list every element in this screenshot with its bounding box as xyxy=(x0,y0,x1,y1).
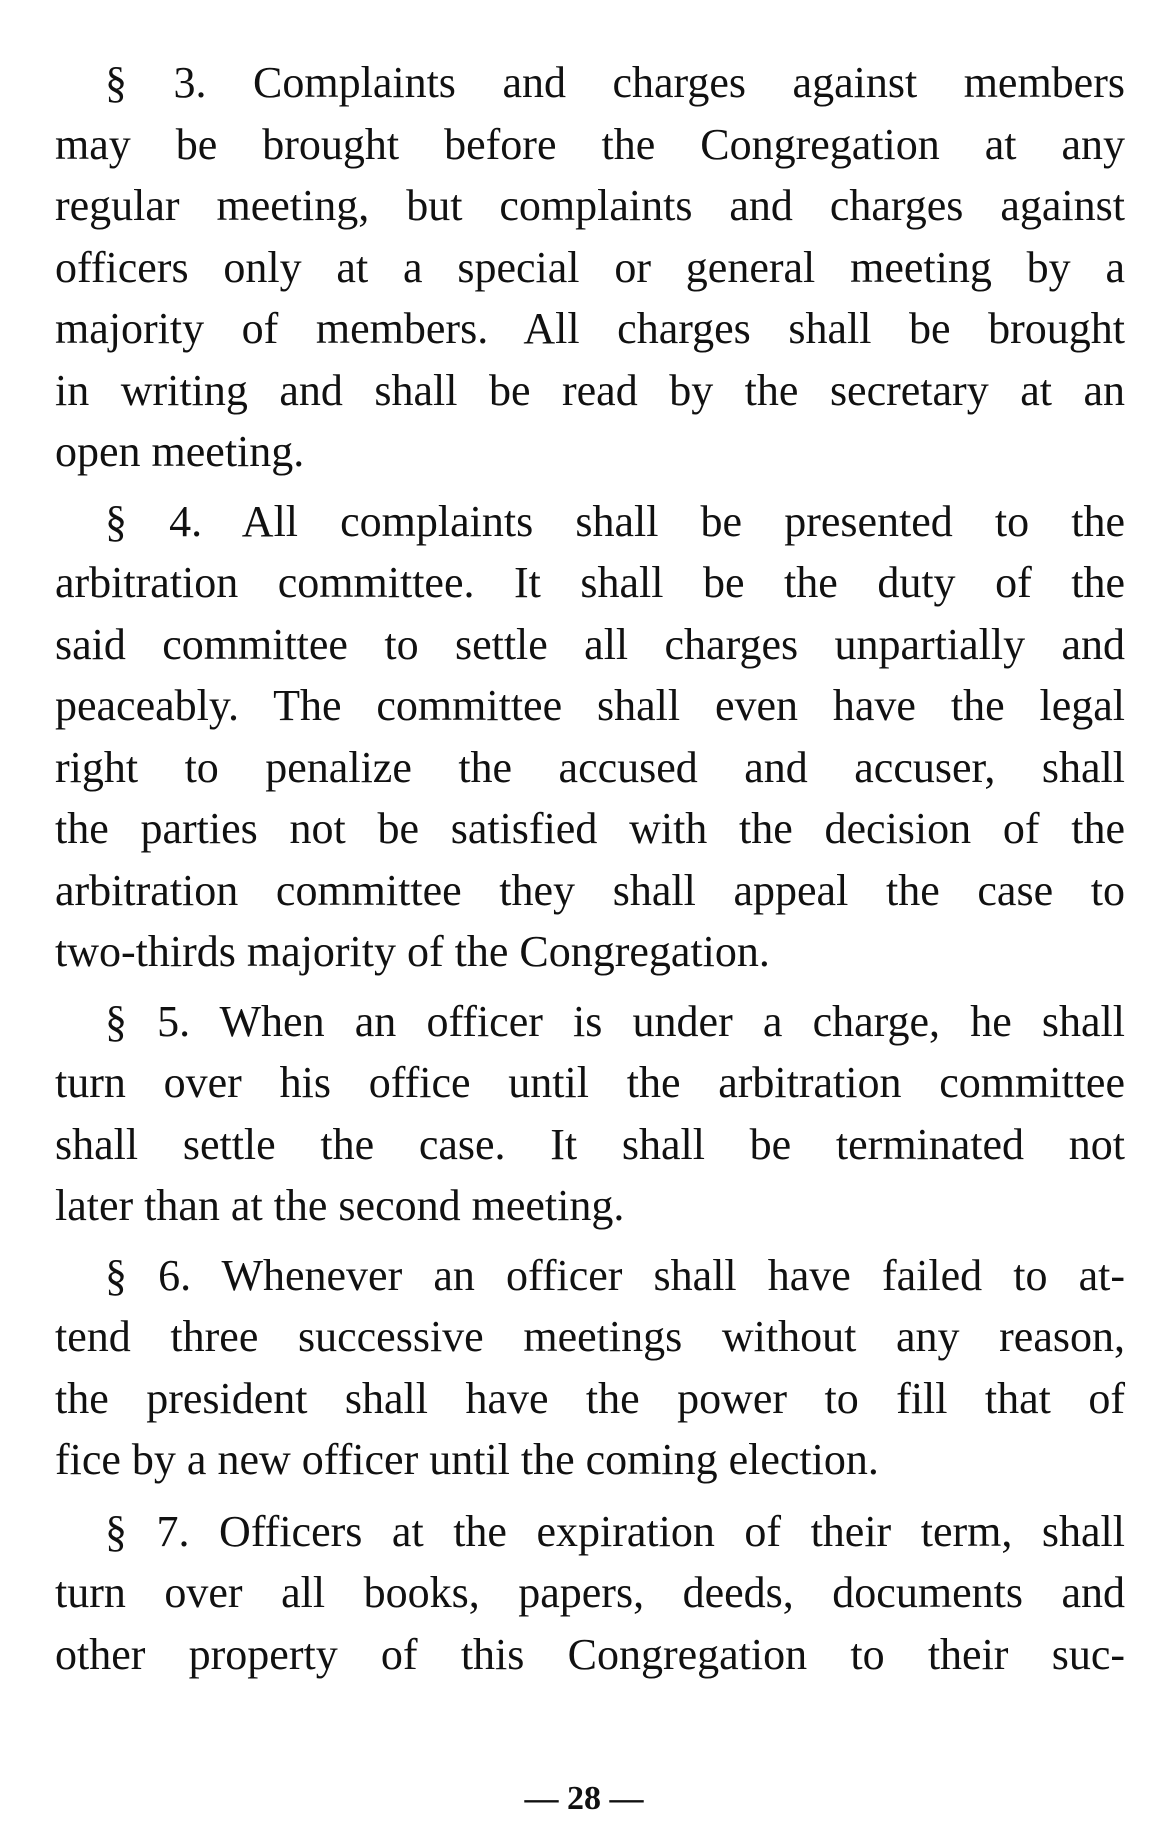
text-line: arbitration committee they shall appeal the case to xyxy=(55,865,1125,915)
text-line: § 5. When an officer is under a charge, he shall xyxy=(105,996,1125,1046)
text-line: § 7. Officers at the expiration of their term, shall xyxy=(105,1506,1125,1556)
text-line: regular meeting, but complaints and charges against xyxy=(55,181,1125,230)
paragraph-section-6 xyxy=(55,1245,1125,1491)
text-line: § 4. All complaints shall be presented to the xyxy=(105,496,1125,546)
text-line: tend three successive meetings without any reason, xyxy=(55,1312,1125,1361)
text-line: later than at the second meeting. xyxy=(55,1181,625,1230)
text-line: open meeting. xyxy=(55,427,305,476)
text-line: other property of this Congregation to their suc- xyxy=(55,1629,1125,1679)
text-line: fice by a new officer until the coming election. xyxy=(55,1435,879,1484)
body-text xyxy=(55,52,1125,1693)
text-line: the president shall have the power to fill that of xyxy=(55,1373,1125,1423)
text-line: § 6. Whenever an officer shall have failed to at- xyxy=(105,1250,1125,1300)
text-line: right to penalize the accused and accuser, shall xyxy=(55,742,1125,792)
text-line: shall settle the case. It shall be terminated not xyxy=(55,1119,1125,1169)
text-line: peaceably. The committee shall even have the legal xyxy=(55,681,1125,730)
text-line: arbitration committee. It shall be the duty of the xyxy=(55,558,1125,607)
text-line: the parties not be satisfied with the decision of the xyxy=(55,804,1125,853)
text-line: § 3. Complaints and charges against members xyxy=(105,58,1125,107)
text-line: may be brought before the Congregation at any xyxy=(55,119,1125,169)
text-line: in writing and shall be read by the secretary at an xyxy=(55,365,1125,415)
text-line: majority of members. All charges shall be brought xyxy=(55,304,1125,353)
text-line: turn over his office until the arbitration committee xyxy=(55,1058,1125,1107)
paragraph-section-5 xyxy=(55,991,1125,1237)
text-line: officers only at a special or general meeting by a xyxy=(55,242,1125,292)
paragraph-section-7 xyxy=(55,1501,1125,1686)
text-line: two-thirds majority of the Congregation. xyxy=(55,927,770,976)
paragraph-section-3 xyxy=(55,52,1125,483)
page-number: — 28 — xyxy=(524,1780,644,1817)
text-line: turn over all books, papers, deeds, documents and xyxy=(55,1568,1125,1617)
paragraph-section-4 xyxy=(55,491,1125,983)
text-line: said committee to settle all charges unpartially and xyxy=(55,619,1125,669)
